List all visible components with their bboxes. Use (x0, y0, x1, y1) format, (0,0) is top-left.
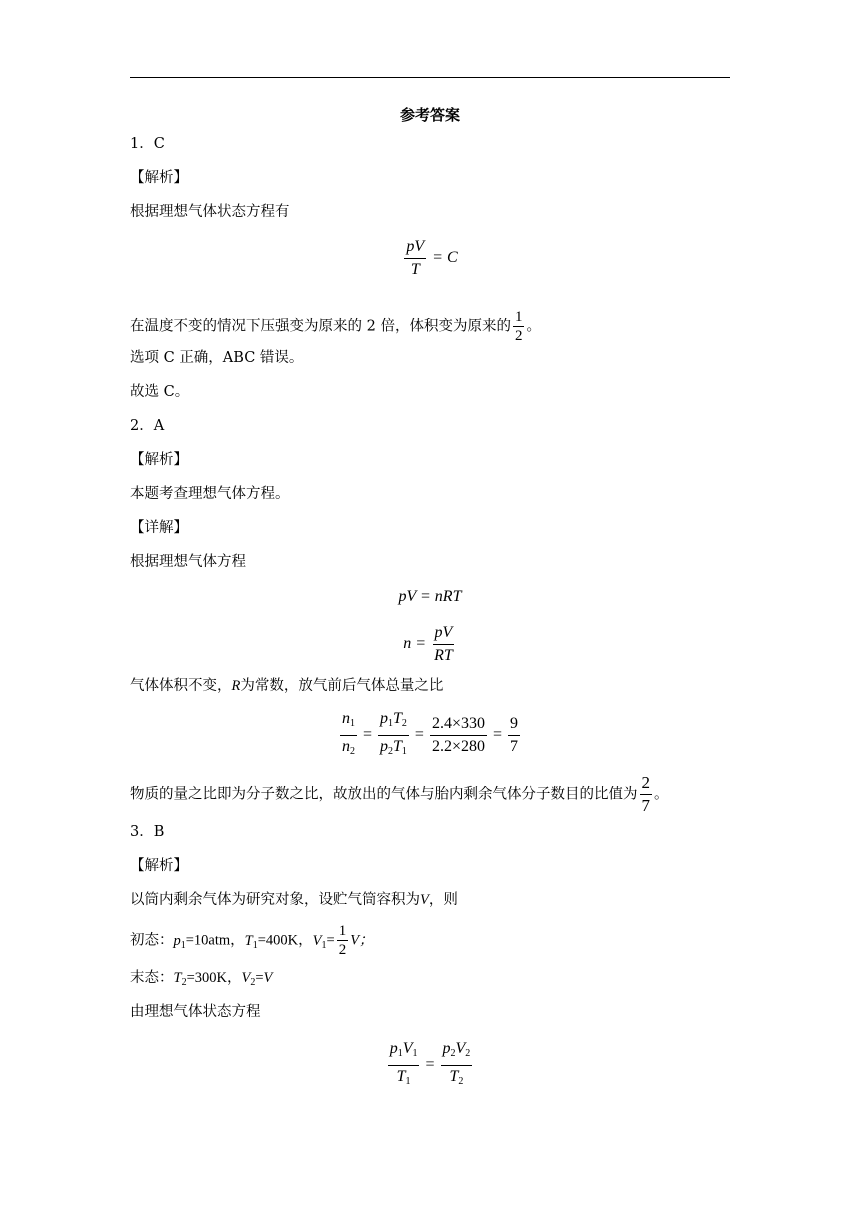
q2-ratio-res-den: 7 (510, 738, 519, 755)
q3-answer: 3．B (130, 824, 165, 840)
q2-detail-tag: 【详解】 (130, 520, 188, 536)
q1-line2-end: 。 (526, 318, 541, 335)
q1-equation (0, 236, 860, 281)
q3-line4: 由理想气体状态方程 (130, 1004, 261, 1020)
q2-eq2-num: pV (433, 622, 455, 645)
q3-final-label: 末态： (130, 970, 174, 986)
q2-line2: 根据理想气体方程 (130, 554, 246, 570)
q2-ratio-equation: $\frac{n_1}{n_2}$ = $\frac{p_1T_2}{p_2T_1}$ = $\frac{2.4\times 330}{2.2\times 280}$ = $\frac{9}{7}$ (341, 710, 519, 757)
q3-line1 (130, 890, 458, 910)
q2-line4 (130, 772, 669, 817)
q2-line3-a: 气体体积不变， (130, 678, 232, 694)
q3-init-label: 初态： (130, 932, 174, 949)
q1-line3: 选项 C 正确，ABC 错误。 (130, 350, 304, 366)
q1-eq-num: pV (404, 236, 426, 259)
q3-final-v-val: V (263, 970, 273, 986)
q1-line4: 故选 C。 (130, 384, 190, 400)
q1-eq-rhs: = C (432, 249, 458, 267)
q3-line1-a: 以筒内剩余气体为研究对象，设贮气筒容积为 (130, 892, 420, 908)
q3-init-frac-den: 2 (338, 942, 347, 958)
q1-half-den: 2 (514, 328, 523, 344)
q3-line1-b: ，则 (428, 892, 458, 908)
q2-ratio-val-den: 2.2×280 (431, 738, 485, 755)
q2-eq2-den: RT (434, 647, 453, 664)
q3-init-p: =10atm， (185, 932, 245, 949)
q2-line1: 本题考查理想气体方程。 (130, 486, 290, 502)
q2-line4-text: 物质的量之比即为分子数之比，故放出的气体与胎内剩余气体分子数目的比值为 (130, 786, 638, 803)
q2-analysis-tag: 【解析】 (130, 452, 188, 468)
q2-eq2 (0, 622, 860, 667)
q2-line3-r: R (231, 678, 241, 694)
q3-init-v: = (326, 932, 335, 949)
page-title: 参考答案 (399, 106, 460, 124)
q3-final-state: 末态：$T_2=300K$，$V_2=V$ (130, 970, 273, 988)
q3-state-equation: $\frac{p_1V_1}{T_1}$ = $\frac{p_2V_2}{T_2}$ (389, 1040, 471, 1087)
q3-final-v: = (255, 970, 264, 986)
q3-init-frac-num: 1 (338, 923, 347, 939)
q2-line4-end: 。 (654, 786, 669, 803)
q2-res-num: 2 (640, 772, 653, 795)
q1-analysis-tag: 【解析】 (130, 170, 188, 186)
q2-answer: 2．A (130, 418, 165, 434)
q3-initial-state: 初态：$p_1=10atm$，$T_1=400K$，$V_1=$ $\frac{1}{2}$ V； (130, 923, 374, 958)
q2-eq2-lhs: n = (403, 635, 427, 653)
q1-eq-den: T (410, 261, 420, 278)
q2-line3-b: 为常数，放气前后气体总量之比 (240, 678, 444, 694)
q2-res-den: 7 (641, 796, 650, 815)
q3-init-end: V； (350, 932, 374, 949)
q1-line2-text: 在温度不变的情况下压强变为原来的 2 倍，体积变为原来的 (130, 318, 511, 335)
q2-ratio-val-num: 2.4×330 (430, 713, 487, 736)
q2-line3 (130, 676, 443, 696)
q2-ratio-res-num: 9 (508, 713, 520, 736)
q3-final-t: =300K， (186, 970, 242, 986)
q2-eq1: pV = nRT (398, 588, 462, 605)
header-rule (130, 77, 730, 78)
q1-half-num: 1 (514, 309, 523, 325)
q1-line1: 根据理想气体状态方程有 (130, 204, 290, 220)
q1-line2 (130, 308, 541, 345)
q3-line1-v: V (420, 892, 429, 908)
q3-analysis-tag: 【解析】 (130, 858, 188, 874)
q1-answer: 1．C (130, 136, 165, 152)
q3-init-t: =400K， (257, 932, 313, 949)
